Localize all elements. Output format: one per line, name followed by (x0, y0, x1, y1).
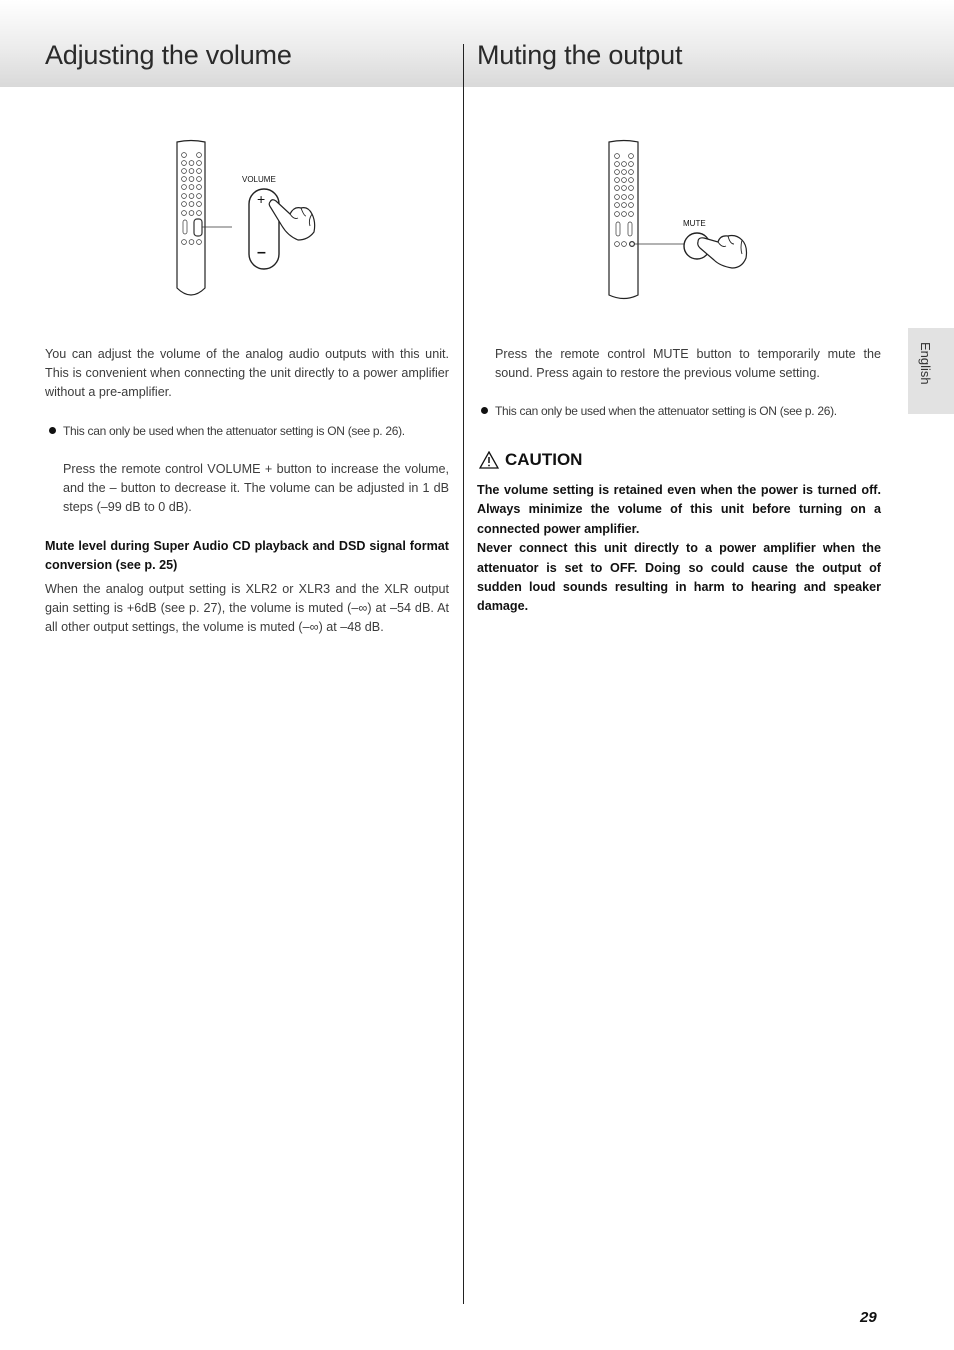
bullet-dot-icon (49, 427, 56, 434)
mute-intro-paragraph: Press the remote control MUTE button to temporarily mute the sound. Press again to restore the previous volume setting. (495, 347, 881, 381)
caution-text (477, 481, 881, 617)
caution-text-2: Never connect this unit directly to a power amplifier when the attenuator is set to OFF. Doing so could cause the output of sudden loud sounds resulting in harm to hearing and speaker damage. (477, 541, 881, 614)
pressing-hand-icon (696, 232, 756, 274)
caution-title-text: CAUTION (505, 450, 583, 469)
language-side-tab (908, 328, 954, 414)
language-label: English (918, 342, 933, 385)
bullet-dot-icon (481, 407, 488, 414)
volume-minus-sign: – (257, 244, 266, 261)
section-title-mute: Muting the output (477, 40, 683, 70)
warning-triangle-icon (479, 451, 499, 469)
caution-heading (479, 450, 582, 470)
mute-level-subheading: Mute level during Super Audio CD playback and DSD signal format conversion (see p. 25) (45, 539, 449, 573)
pressing-hand-icon (268, 196, 328, 246)
volume-intro-paragraph: You can adjust the volume of the analog audio outputs with this unit. This is convenient when connecting the unit directly to a power amplifier without a pre-amplifier. (45, 347, 449, 400)
mute-note-text: This can only be used when the attenuator setting is ON (see p. 26). (495, 404, 837, 418)
volume-label: VOLUME (242, 175, 276, 184)
volume-instruction-paragraph: Press the remote control VOLUME + button to increase the volume, and the – button to decrease it. The volume can be adjusted in 1 dB steps (–99 dB to 0 dB). (63, 462, 449, 515)
remote-volume-illustration (170, 138, 330, 303)
mute-level-paragraph: When the analog output setting is XLR2 or XLR3 and the XLR output gain setting is +6dB (see p. 27), the volume is muted (–∞) at –54 dB. At all other output settings, the volume is muted (–∞) at –48 dB. (45, 582, 449, 635)
remote-mute-illustration (600, 138, 760, 303)
caution-text-1: The volume setting is retained even when the power is turned off. Always minimize the volume of this unit before turning on a connected power amplifier. (477, 483, 881, 536)
column-divider (463, 44, 464, 1304)
volume-plus-sign: + (257, 191, 266, 207)
page-number: 29 (860, 1309, 877, 1326)
mute-label: MUTE (683, 219, 706, 228)
mute-note-bullet (495, 402, 881, 420)
volume-note-text: This can only be used when the attenuator setting is ON (see p. 26). (63, 424, 405, 438)
volume-note-bullet (63, 422, 449, 440)
section-title-volume: Adjusting the volume (45, 40, 292, 70)
